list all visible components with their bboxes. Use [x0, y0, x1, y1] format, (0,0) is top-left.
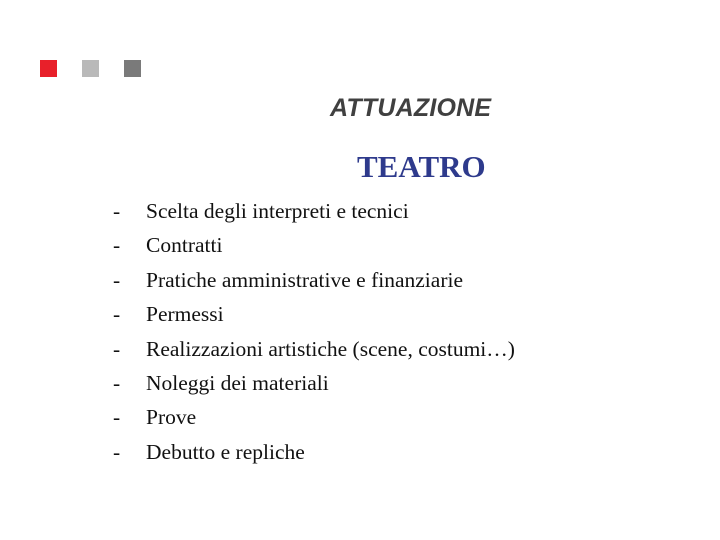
list-item — [113, 228, 515, 262]
list-item-text: Debutto e repliche — [146, 439, 305, 464]
list-item — [113, 297, 515, 331]
list-item — [113, 263, 515, 297]
bullet-dash: - — [113, 336, 121, 361]
bullet-dash: - — [113, 370, 121, 395]
list-item-text: Contratti — [146, 233, 223, 258]
list-item-text: Noleggi dei materiali — [146, 370, 329, 395]
list-item — [113, 400, 515, 434]
list-item — [113, 435, 515, 469]
decorative-dark-grey-square — [124, 60, 141, 77]
bullet-dash: - — [113, 199, 121, 223]
list-item — [113, 332, 515, 366]
list-item — [113, 194, 515, 228]
bullet-dash: - — [113, 233, 121, 258]
bullet-list — [113, 194, 515, 469]
decorative-red-square — [40, 60, 57, 77]
bullet-dash: - — [113, 439, 121, 464]
slide-subtitle: TEATRO — [357, 149, 486, 184]
bullet-dash: - — [113, 405, 121, 430]
bullet-dash: - — [113, 267, 121, 292]
bullet-dash: - — [113, 302, 121, 327]
decorative-light-grey-square — [82, 60, 99, 77]
section-title: ATTUAZIONE — [330, 94, 492, 122]
list-item-text: Realizzazioni artistiche (scene, costumi…) — [146, 336, 515, 361]
list-item-text: Scelta degli interpreti e tecnici — [146, 199, 409, 223]
list-item — [113, 366, 515, 400]
list-item-text: Pratiche amministrative e finanziarie — [146, 267, 463, 292]
list-item-text: Permessi — [146, 302, 224, 327]
list-item-text: Prove — [146, 405, 197, 430]
